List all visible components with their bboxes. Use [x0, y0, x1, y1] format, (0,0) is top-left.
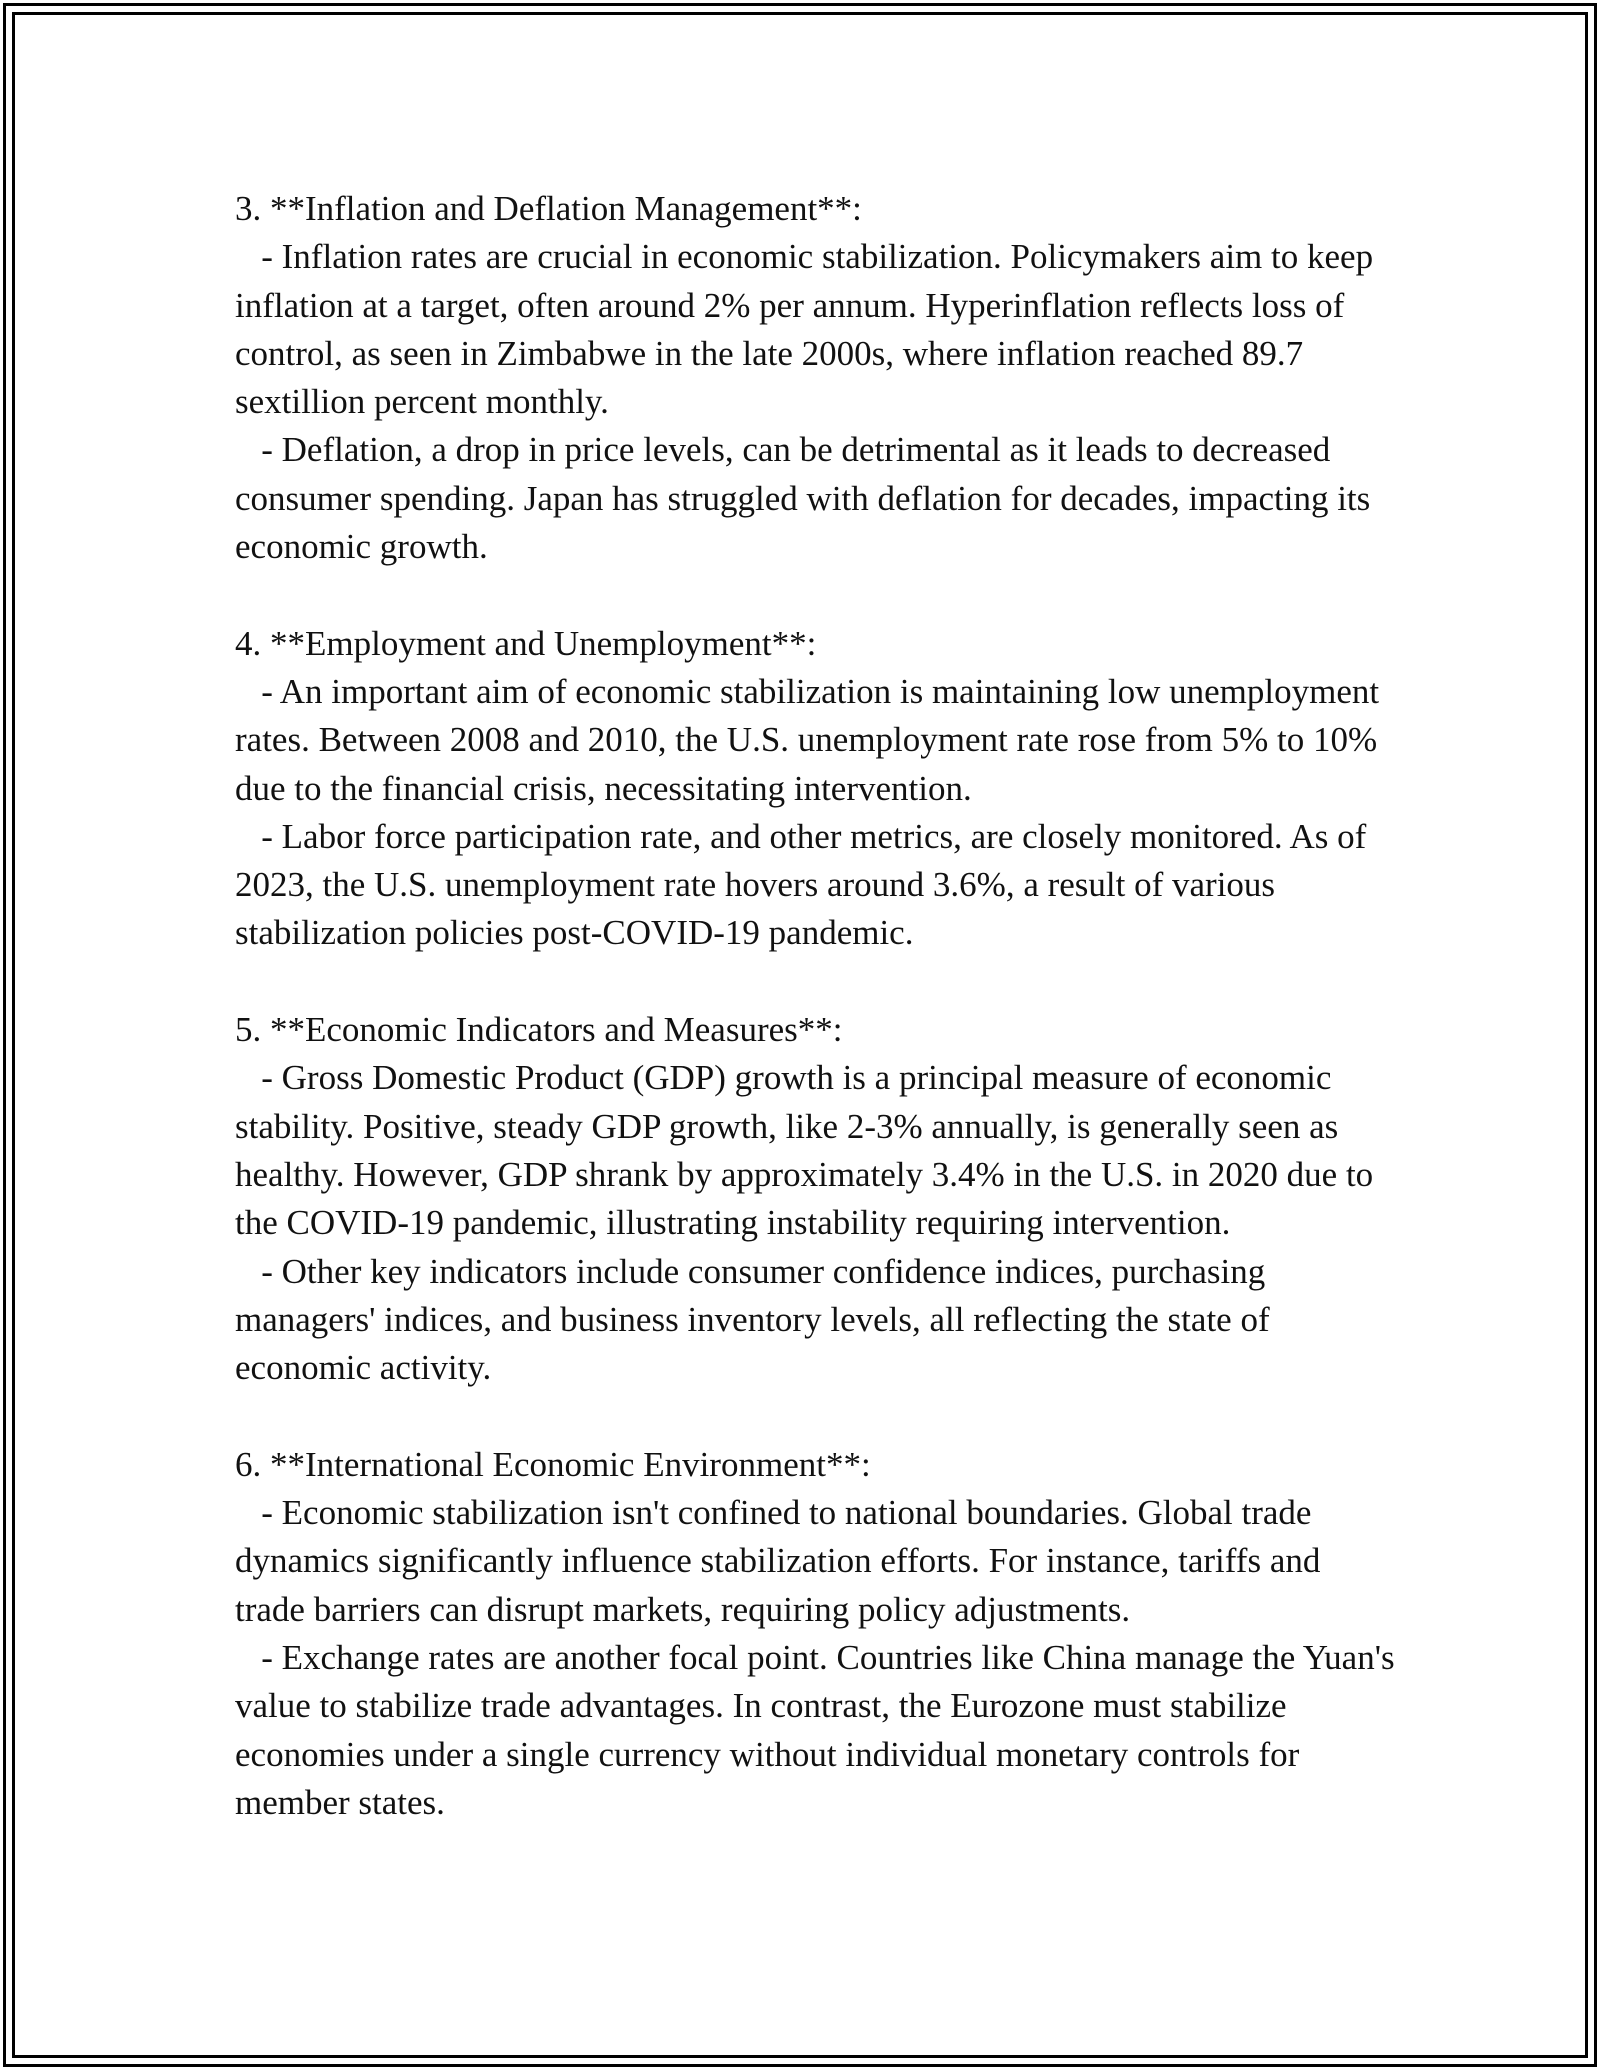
section-heading: 3. **Inflation and Deflation Management**:: [235, 189, 862, 228]
section-heading: 5. **Economic Indicators and Measures**:: [235, 1010, 843, 1050]
document-body: [235, 185, 1395, 1875]
paragraph: - Other key indicators include consumer confidence indices, purchasing managers' indices, and business inventory levels, all reflecting the state of economic activity.: [235, 1251, 1270, 1388]
paragraph: - Inflation rates are crucial in economic stabilization. Policymakers aim to keep inflation at a target, often around 2% per annum. Hyperinflation reflects loss of control, as seen in Zimbabwe in the late 2000s, where inflation reached 89.7 sextillion percent monthly.: [235, 237, 1374, 422]
section-employment: [235, 620, 1395, 958]
section-inflation-deflation: [235, 185, 1395, 571]
section-international-environment: [235, 1441, 1395, 1827]
paragraph: - Economic stabilization isn't confined to national boundaries. Global trade dynamics significantly influence stabilization efforts. For instance, tariffs and trade barriers can disrupt markets, requiring policy adjustments.: [235, 1493, 1321, 1629]
section-heading: 4. **Employment and Unemployment**:: [235, 623, 817, 663]
paragraph: - An important aim of economic stabilization is maintaining low unemployment rates. Between 2008 and 2010, the U.S. unemployment rate rose from 5% to 10% due to the financial crisis, necessitating intervention.: [235, 671, 1380, 808]
paragraph: - Gross Domestic Product (GDP) growth is a principal measure of economic stability. Positive, steady GDP growth, like 2-3% annually, is generally seen as healthy. However, GDP shrank by approximately 3.4% in the U.S. in 2020 due to the COVID-19 pandemic, illustrating instability requiring intervention.: [235, 1058, 1374, 1243]
paragraph: - Exchange rates are another focal point. Countries like China manage the Yuan's value to stabilize trade advantages. In contrast, the Eurozone must stabilize economies under a single currency without individual monetary controls for member states.: [235, 1637, 1395, 1822]
paragraph: - Deflation, a drop in price levels, can be detrimental as it leads to decreased consumer spending. Japan has struggled with deflation for decades, impacting its economic growth.: [235, 430, 1371, 567]
section-economic-indicators: [235, 1006, 1395, 1392]
paragraph: - Labor force participation rate, and other metrics, are closely monitored. As of 2023, the U.S. unemployment rate hovers around 3.6%, a result of various stabilization policies post-COVID-19 pandemic.: [235, 816, 1367, 953]
section-heading: 6. **International Economic Environment**:: [235, 1444, 871, 1484]
